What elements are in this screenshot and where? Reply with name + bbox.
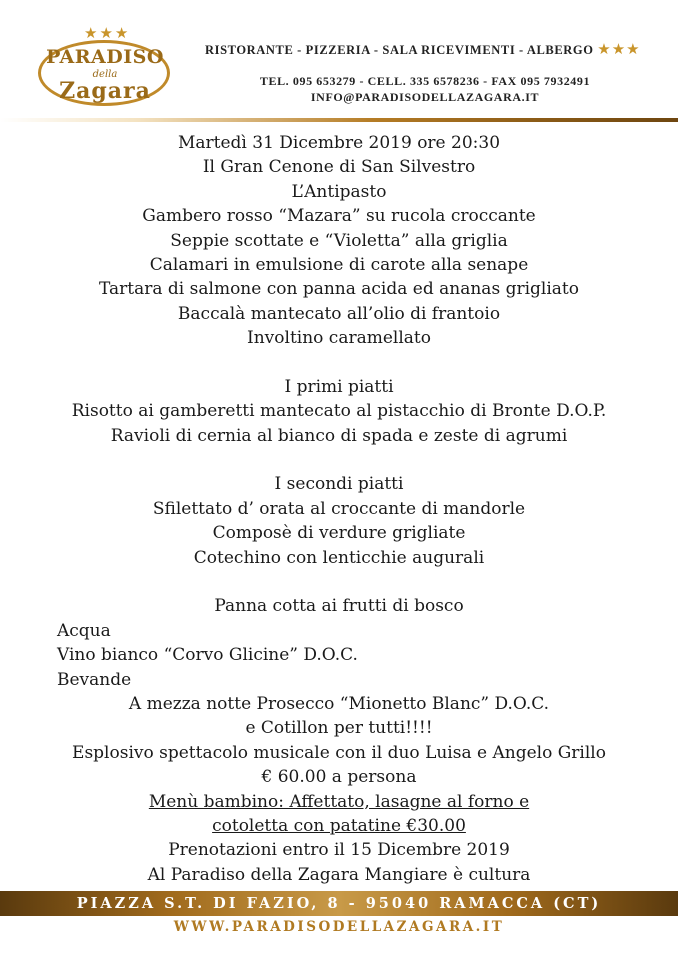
menu-line	[0, 741, 678, 765]
menu-line-text: I secondi piatti	[274, 474, 404, 495]
menu-line	[0, 814, 678, 838]
menu-line-text: cotoletta con patatine €30.00	[212, 815, 466, 836]
tagline-text: RISTORANTE - PIZZERIA - SALA RICEVIMENTI - ALBERGO	[205, 43, 594, 57]
menu-line	[0, 765, 678, 789]
menu-line-text: Gambero rosso “Mazara” su rucola croccante	[142, 206, 536, 227]
menu-line	[0, 497, 678, 521]
menu-line	[0, 863, 678, 887]
menu-line	[0, 668, 678, 692]
menu-line	[0, 716, 678, 740]
logo-text-zagara: Zagara	[59, 78, 151, 104]
menu-line-text: I primi piatti	[284, 376, 394, 397]
menu-line-text: Ravioli di cernia al bianco di spada e zeste di agrumi	[110, 425, 568, 446]
menu-spacer	[0, 351, 678, 375]
tagline-stars-icon: ★★★	[597, 40, 641, 58]
menu-line	[0, 472, 678, 496]
menu-line	[0, 424, 678, 448]
menu-line	[0, 253, 678, 277]
menu-line-text: Panna cotta ai frutti di bosco	[214, 596, 464, 617]
menu-line-text: Seppie scottate e “Violetta” alla griglia	[170, 230, 508, 251]
menu-line	[0, 521, 678, 545]
menu-line-text: Acqua	[57, 620, 111, 641]
menu-line-text: Menù bambino: Affettato, lasagne al forno e	[148, 791, 530, 812]
menu-line	[0, 302, 678, 326]
letterhead	[0, 0, 678, 124]
menu-line-text: Prenotazioni entro il 15 Dicembre 2019	[168, 840, 510, 861]
menu-line-text: A mezza notte Prosecco “Mionetto Blanc” D.O.C.	[128, 693, 550, 714]
business-tagline	[205, 40, 641, 58]
menu-line	[0, 643, 678, 667]
menu-line	[0, 204, 678, 228]
menu-line-text: Baccalà mantecato all’olio di frantoio	[177, 303, 501, 324]
menu-line-text: Sfilettato d’ orata al croccante di mandorle	[152, 498, 526, 519]
menu-line-text: € 60.00 a persona	[261, 767, 417, 788]
menu-line	[0, 155, 678, 179]
menu-line	[0, 692, 678, 716]
menu-line	[0, 838, 678, 862]
menu-line-text: Al Paradiso della Zagara Mangiare è cultura	[147, 864, 531, 885]
header-divider	[0, 118, 678, 122]
menu-spacer	[0, 448, 678, 472]
logo-text-paradiso: PARADISO	[46, 46, 164, 68]
menu-line-text: Il Gran Cenone di San Silvestro	[202, 157, 476, 178]
logo-text-della: della	[92, 69, 118, 80]
menu-line-text: Composè di verdure grigliate	[212, 523, 466, 544]
menu-line	[0, 375, 678, 399]
menu-line	[0, 546, 678, 570]
menu-line	[0, 277, 678, 301]
menu-line	[0, 180, 678, 204]
contact-email: INFO@PARADISODELLAZAGARA.IT	[310, 90, 540, 104]
menu-line-text: Calamari in emulsione di carote alla senape	[149, 254, 529, 275]
contact-phones: TEL. 095 653279 - CELL. 335 6578236 - FAX 095 7932491	[259, 74, 591, 88]
menu-spacer	[0, 570, 678, 594]
menu-line-text: Risotto ai gamberetti mantecato al pistacchio di Bronte D.O.P.	[71, 401, 607, 422]
menu-line	[0, 229, 678, 253]
footer-website: WWW.PARADISODELLAZAGARA.IT	[173, 919, 505, 935]
menu-line	[0, 131, 678, 155]
menu-line	[0, 594, 678, 618]
menu-line-text: Cotechino con lenticchie augurali	[193, 547, 485, 568]
menu-body	[0, 131, 678, 887]
menu-line	[0, 619, 678, 643]
menu-line-text: L’Antipasto	[291, 181, 387, 202]
menu-line-text: Martedì 31 Dicembre 2019 ore 20:30	[177, 133, 501, 153]
menu-line-text: Tartara di salmone con panna acida ed ananas grigliato	[99, 279, 579, 300]
logo-stars-icon: ★★★	[84, 24, 131, 42]
menu-line-text: Bevande	[57, 669, 132, 690]
logo	[38, 24, 172, 108]
menu-line	[0, 790, 678, 814]
footer-address: PIAZZA S.T. DI FAZIO, 8 - 95040 RAMACCA (CT)	[0, 891, 678, 916]
menu-line-text: Esplosivo spettacolo musicale con il duo Luisa e Angelo Grillo	[72, 742, 606, 763]
menu-line-text: Vino bianco “Corvo Glicine” D.O.C.	[57, 645, 358, 666]
menu-line-text: e Cotillon per tutti!!!!	[245, 718, 433, 739]
menu-line	[0, 326, 678, 350]
menu-line	[0, 399, 678, 423]
menu-line-text: Involtino caramellato	[247, 328, 431, 349]
